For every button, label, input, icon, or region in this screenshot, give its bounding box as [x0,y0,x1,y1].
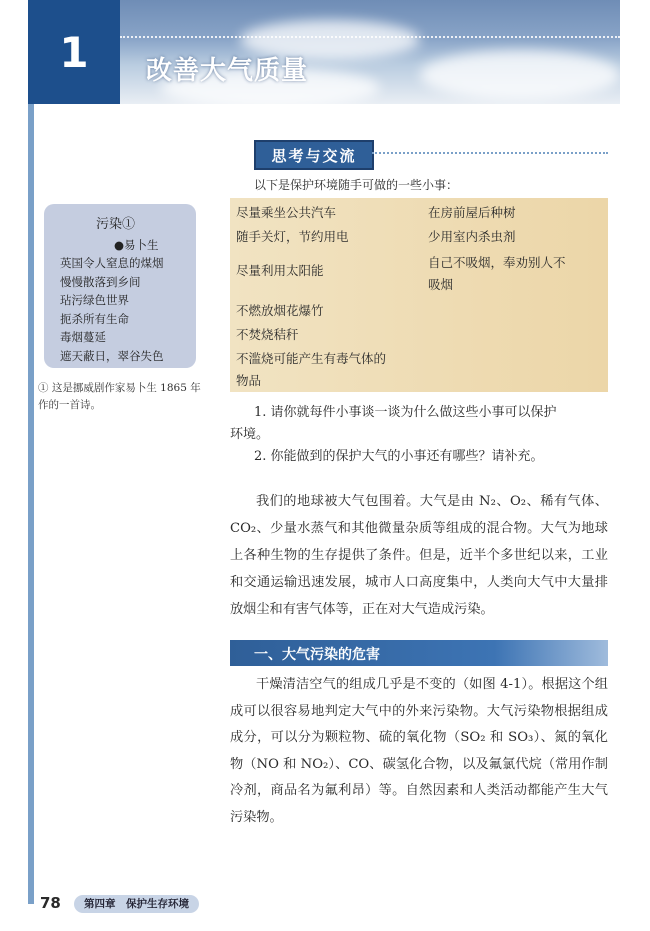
think-exchange-badge: 思考与交流 [254,140,374,170]
body-paragraph: 干燥清洁空气的组成几乎是不变的（如图 4-1）。根据这个组成可以很容易地判定大气中的外来污染物。大气污染物根据组成成分，可以分为颗粒物、硫的氧化物（SO₂ 和 SO₃）、氮的氧化物（NO 和 NO₂）、CO、碳氢化合物，以及氟氯代烷（常用作制冷剂，商品名为氟利昂）等。自然因素和人类活动都能产生大气污染物。 [230,677,608,825]
poem-line: 扼杀所有生命 [60,311,129,326]
todo-item: 不燃放烟花爆竹 [236,303,324,318]
todo-item: 吸烟 [428,277,454,292]
poem-title: 污染① [96,217,136,232]
todo-item: 不焚烧秸秆 [236,327,299,342]
todo-item: 尽量利用太阳能 [236,263,324,278]
todo-item: 尽量乘坐公共汽车 [236,205,337,220]
poem-line: 英国令人窒息的煤烟 [60,256,164,270]
section-title: 一、大气污染的危害 [254,647,380,663]
todo-item: 少用室内杀虫剂 [428,229,516,244]
page-number: 78 [40,894,61,912]
question-2: 2. 你能做到的保护大气的小事还有哪些？请补充。 [254,449,544,464]
banner-dotted-line [120,36,620,38]
chapter-banner [28,0,620,104]
question-1: 1. 请你就每件小事谈一谈为什么做这些小事可以保护 [254,405,557,420]
todo-item: 在房前屋后种树 [428,205,516,220]
poem-line: 毒烟蔓延 [60,330,106,344]
poem-author: ●易卜生 [114,238,159,252]
intro-paragraph: 我们的地球被大气包围着。大气是由 N₂、O₂、稀有气体、CO₂、少量水蒸气和其他微量杂质等组成的混合物。大气为地球上各种生物的生存提供了条件。但是，近半个多世纪以来，工业和交通运输迅速发展，城市人口高度集中，人类向大气中大量排放烟尘和有害气体等，正在对大气造成污染。 [230,494,608,617]
question-1-cont: 环境。 [230,427,270,442]
poem-line: 遮天蔽日，翠谷失色 [60,348,164,363]
badge-dotted-line [372,152,608,154]
footnote: ① 这是挪威剧作家易卜生 1865 年作的一首诗。 [38,382,201,411]
todo-item: 随手关灯，节约用电 [236,229,349,244]
poem-box [44,204,196,368]
todo-item: 物品 [236,373,262,388]
poem-lines [60,254,164,365]
think-intro: 以下是保护环境随手可做的一些小事： [254,178,459,192]
chapter-tag: 第四章 保护生存环境 [74,895,199,913]
chapter-number: 1 [28,0,120,104]
poem-line: 慢慢散落到乡间 [60,274,141,289]
todo-box [230,198,608,392]
todo-item: 不滥烧可能产生有毒气体的 [236,351,387,366]
todo-item: 自己不吸烟，奉劝别人不 [428,255,566,270]
poem-line: 玷污绿色世界 [60,293,129,307]
chapter-title: 改善大气质量 [146,56,309,86]
margin-bar [28,104,34,904]
